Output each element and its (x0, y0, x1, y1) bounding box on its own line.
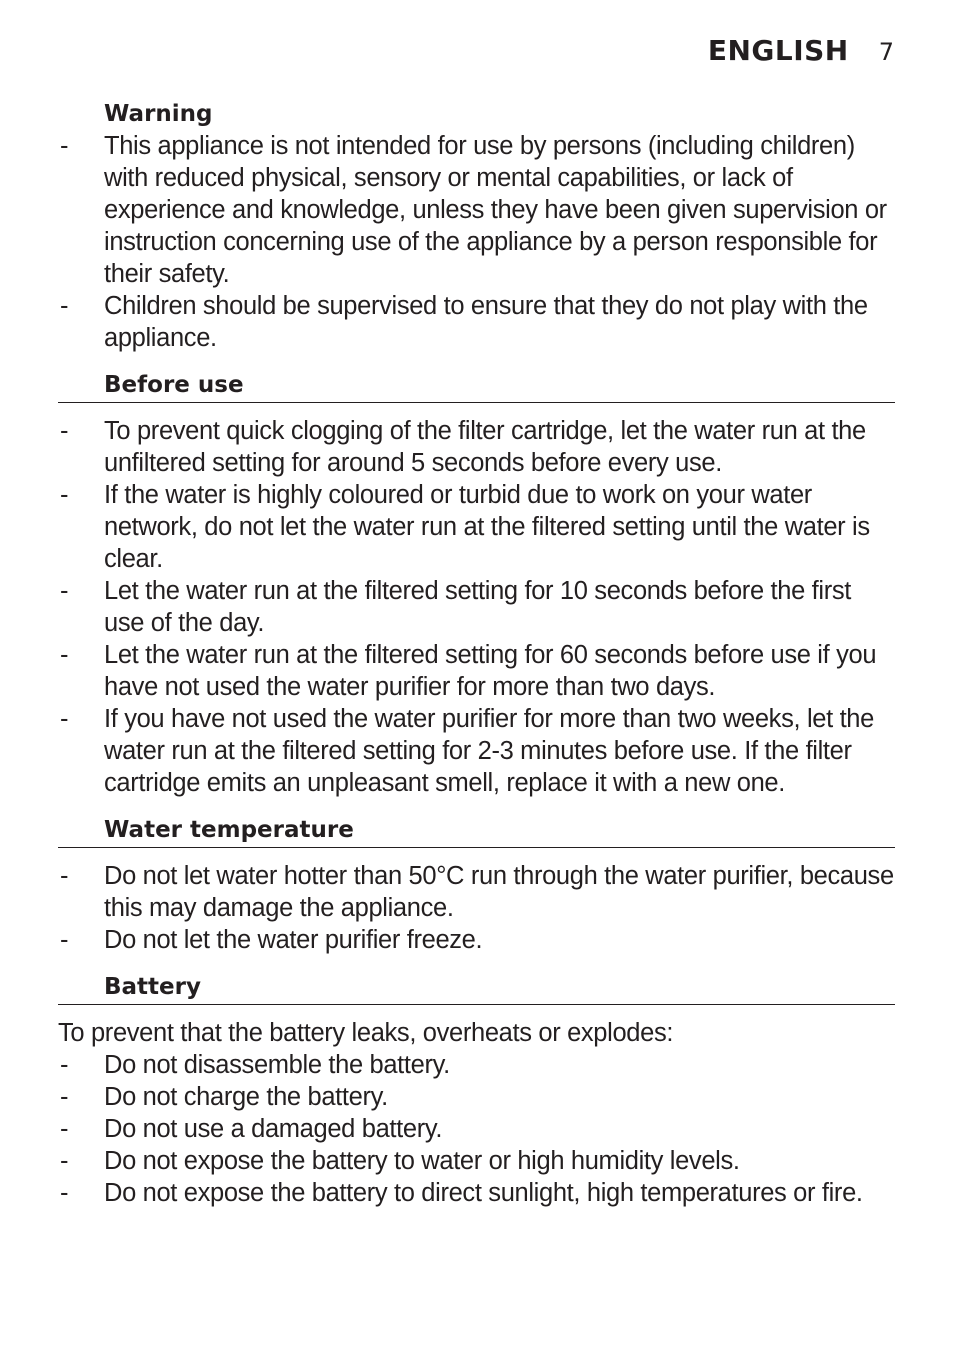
bullet-dash: - (60, 577, 69, 605)
list-item: - Do not let the water purifier freeze. (60, 926, 483, 954)
warning-list (58, 130, 895, 354)
bullet-dash: - (60, 705, 69, 733)
list-item: - Do not expose the battery to direct sunlight, high temperatures or fire. (60, 1179, 863, 1207)
bullet-dash: - (60, 132, 69, 160)
list-item: - If you have not used the water purifier for more than two weeks, let the water run at the filtered setting for 2-3 minutes before use. If the filter cartridge emits an unpleasant smell, replace it with a new one. (60, 705, 874, 797)
list-item: - This appliance is not intended for use by persons (including children) with reduced physical, sensory or mental capabilities, or lack of experience and knowledge, unless they have been given supervision or instruction concerning use of the appliance by a person responsible for their safety. (60, 132, 887, 288)
bullet-dash: - (60, 641, 69, 669)
battery-heading: Battery (58, 971, 895, 1005)
bullet-dash: - (60, 1051, 69, 1079)
water-temperature-section (58, 814, 895, 956)
battery-list (58, 1049, 895, 1209)
bullet-dash: - (60, 1179, 69, 1207)
list-item: - Let the water run at the filtered setting for 60 seconds before use if you have not used the water purifier for more than two days. (60, 641, 877, 701)
page-header (708, 34, 894, 67)
list-item: - Do not use a damaged battery. (60, 1115, 443, 1143)
bullet-dash: - (60, 481, 69, 509)
bullet-dash: - (60, 292, 69, 320)
list-item: - Do not disassemble the battery. (60, 1051, 450, 1079)
bullet-dash: - (60, 1083, 69, 1111)
warning-section (58, 98, 895, 354)
battery-intro: To prevent that the battery leaks, overheats or explodes: (58, 1019, 674, 1047)
before-use-heading: Before use (58, 369, 895, 403)
battery-section (58, 971, 895, 1209)
bullet-dash: - (60, 417, 69, 445)
water-temperature-heading: Water temperature (58, 814, 895, 848)
manual-content (58, 98, 895, 1209)
bullet-dash: - (60, 926, 69, 954)
list-item: - If the water is highly coloured or turbid due to work on your water network, do not let the water run at the filtered setting until the water is clear. (60, 481, 870, 573)
list-item: - Do not charge the battery. (60, 1083, 388, 1111)
bullet-dash: - (60, 1147, 69, 1175)
list-item: - Do not expose the battery to water or high humidity levels. (60, 1147, 740, 1175)
language-label: ENGLISH (707, 34, 849, 67)
bullet-dash: - (60, 862, 69, 890)
bullet-dash: - (60, 1115, 69, 1143)
before-use-list (58, 415, 895, 799)
page-number: 7 (878, 38, 894, 66)
water-temperature-list (58, 860, 895, 956)
list-item: - Do not let water hotter than 50°C run through the water purifier, because this may damage the appliance. (60, 862, 894, 922)
list-item: - To prevent quick clogging of the filter cartridge, let the water run at the unfiltered setting for around 5 seconds before every use. (60, 417, 866, 477)
before-use-section (58, 369, 895, 799)
warning-heading: Warning (104, 101, 213, 127)
list-item: - Children should be supervised to ensure that they do not play with the appliance. (60, 292, 868, 352)
list-item: - Let the water run at the filtered setting for 10 seconds before the first use of the day. (60, 577, 851, 637)
